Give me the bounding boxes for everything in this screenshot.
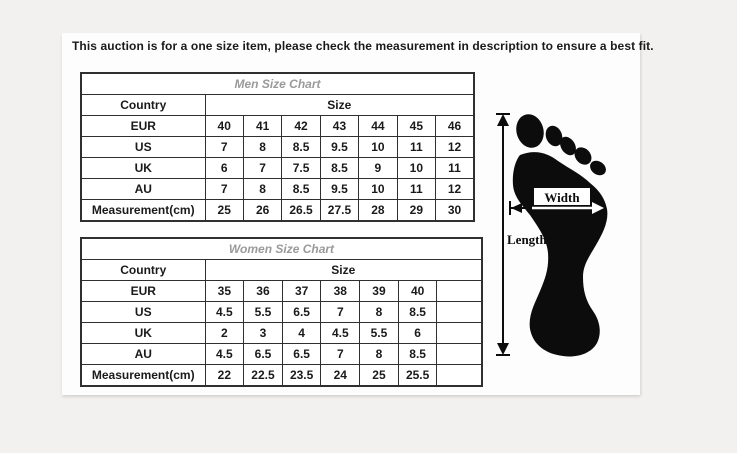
size-value-cell: 4.5 — [205, 344, 244, 365]
size-value-cell: 7 — [205, 179, 243, 200]
size-value-cell: 8.5 — [398, 344, 437, 365]
empty-cell — [437, 302, 482, 323]
size-value-cell: 38 — [321, 281, 360, 302]
country-header-cell: Country — [81, 260, 205, 281]
row-label-cell: US — [81, 137, 205, 158]
size-value-cell: 11 — [436, 158, 474, 179]
size-value-cell: 5.5 — [244, 302, 283, 323]
row-label-cell: AU — [81, 179, 205, 200]
size-header-cell: Size — [205, 95, 474, 116]
row-label-cell: Measurement(cm) — [81, 365, 205, 387]
size-value-cell: 28 — [359, 200, 397, 222]
table-title: Men Size Chart — [81, 73, 474, 95]
table-title-row — [81, 73, 474, 95]
size-value-cell: 11 — [397, 137, 435, 158]
row-label-cell: EUR — [81, 281, 205, 302]
empty-cell — [437, 281, 482, 302]
size-value-cell: 4 — [282, 323, 321, 344]
men-size-chart-table — [80, 72, 475, 222]
table-title-row — [81, 238, 482, 260]
table-row — [81, 323, 482, 344]
size-value-cell: 12 — [436, 137, 474, 158]
size-value-cell: 8 — [360, 302, 399, 323]
size-value-cell: 8.5 — [398, 302, 437, 323]
table-row — [81, 137, 474, 158]
table-row — [81, 344, 482, 365]
size-value-cell: 8 — [243, 179, 281, 200]
size-value-cell: 2 — [205, 323, 244, 344]
table-title: Women Size Chart — [81, 238, 482, 260]
size-value-cell: 25 — [205, 200, 243, 222]
size-value-cell: 6 — [205, 158, 243, 179]
size-value-cell: 45 — [397, 116, 435, 137]
size-value-cell: 8.5 — [282, 137, 320, 158]
size-value-cell: 7.5 — [282, 158, 320, 179]
size-value-cell: 36 — [244, 281, 283, 302]
table-row — [81, 281, 482, 302]
size-value-cell: 4.5 — [205, 302, 244, 323]
size-value-cell: 9.5 — [320, 179, 358, 200]
size-value-cell: 6 — [398, 323, 437, 344]
size-value-cell: 12 — [436, 179, 474, 200]
size-value-cell: 7 — [321, 344, 360, 365]
size-value-cell: 6.5 — [282, 302, 321, 323]
row-label-cell: EUR — [81, 116, 205, 137]
size-value-cell: 39 — [360, 281, 399, 302]
empty-cell — [437, 323, 482, 344]
size-value-cell: 8 — [360, 344, 399, 365]
size-value-cell: 40 — [398, 281, 437, 302]
size-value-cell: 22 — [205, 365, 244, 387]
table-row — [81, 200, 474, 222]
size-value-cell: 10 — [359, 179, 397, 200]
size-value-cell: 27.5 — [320, 200, 358, 222]
size-value-cell: 42 — [282, 116, 320, 137]
size-value-cell: 43 — [320, 116, 358, 137]
row-label-cell: Measurement(cm) — [81, 200, 205, 222]
table-header-row — [81, 260, 482, 281]
size-value-cell: 8 — [243, 137, 281, 158]
size-value-cell: 8.5 — [282, 179, 320, 200]
women-size-chart-table — [80, 237, 483, 387]
size-value-cell: 23.5 — [282, 365, 321, 387]
size-value-cell: 6.5 — [244, 344, 283, 365]
table-row — [81, 116, 474, 137]
size-value-cell: 6.5 — [282, 344, 321, 365]
table-row — [81, 158, 474, 179]
size-value-cell: 10 — [359, 137, 397, 158]
size-value-cell: 9 — [359, 158, 397, 179]
row-label-cell: UK — [81, 323, 205, 344]
auction-notice-text: This auction is for a one size item, please check the measurement in description to ensure a best fit. — [72, 39, 654, 53]
country-header-cell: Country — [81, 95, 205, 116]
empty-cell — [437, 344, 482, 365]
table-row — [81, 365, 482, 387]
length-label: Length — [507, 232, 547, 247]
row-label-cell: UK — [81, 158, 205, 179]
size-value-cell: 30 — [436, 200, 474, 222]
size-value-cell: 26.5 — [282, 200, 320, 222]
size-value-cell: 5.5 — [360, 323, 399, 344]
size-value-cell: 44 — [359, 116, 397, 137]
width-label: Width — [544, 190, 580, 205]
size-value-cell: 7 — [243, 158, 281, 179]
size-value-cell: 9.5 — [320, 137, 358, 158]
foot-measurement-diagram — [490, 105, 650, 365]
row-label-cell: US — [81, 302, 205, 323]
size-value-cell: 4.5 — [321, 323, 360, 344]
size-value-cell: 29 — [397, 200, 435, 222]
size-value-cell: 3 — [244, 323, 283, 344]
size-value-cell: 10 — [397, 158, 435, 179]
row-label-cell: AU — [81, 344, 205, 365]
size-value-cell: 11 — [397, 179, 435, 200]
size-value-cell: 24 — [321, 365, 360, 387]
table-row — [81, 302, 482, 323]
content-panel — [62, 33, 654, 395]
table-header-row — [81, 95, 474, 116]
size-value-cell: 8.5 — [320, 158, 358, 179]
table-row — [81, 179, 474, 200]
size-value-cell: 25 — [360, 365, 399, 387]
size-value-cell: 35 — [205, 281, 244, 302]
size-value-cell: 7 — [321, 302, 360, 323]
size-value-cell: 22.5 — [244, 365, 283, 387]
size-value-cell: 37 — [282, 281, 321, 302]
size-value-cell: 40 — [205, 116, 243, 137]
size-header-cell: Size — [205, 260, 482, 281]
size-value-cell: 46 — [436, 116, 474, 137]
size-value-cell: 7 — [205, 137, 243, 158]
empty-cell — [437, 365, 482, 387]
size-value-cell: 25.5 — [398, 365, 437, 387]
size-value-cell: 41 — [243, 116, 281, 137]
size-value-cell: 26 — [243, 200, 281, 222]
